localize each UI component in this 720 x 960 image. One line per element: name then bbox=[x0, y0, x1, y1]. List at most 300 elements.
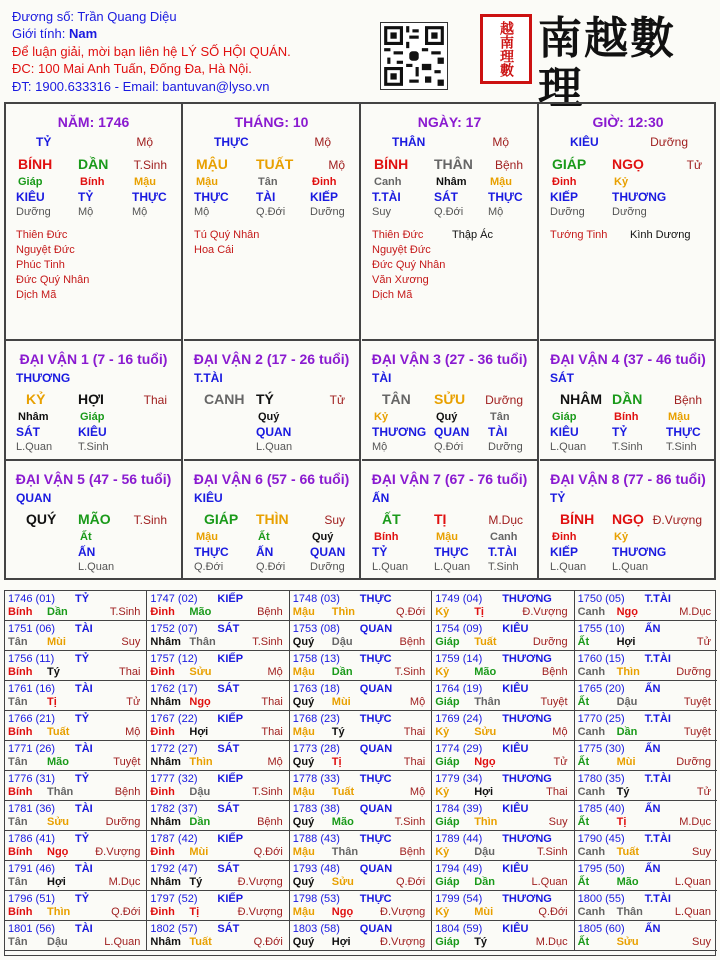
year-stage: Bệnh bbox=[541, 666, 568, 678]
year-branch: Thân bbox=[474, 696, 501, 708]
year-cell bbox=[5, 591, 147, 621]
year-label: 1790 (45) bbox=[577, 833, 625, 845]
year-stage: Suy bbox=[692, 936, 711, 948]
year-cell bbox=[432, 891, 574, 921]
hidden-stage: L.Quan bbox=[550, 441, 587, 453]
year-stem: Quý bbox=[292, 756, 315, 768]
pillar-god: THỰC bbox=[214, 135, 249, 149]
seal-text: 越南理數 bbox=[498, 21, 514, 77]
year-stem: Canh bbox=[577, 786, 606, 798]
owner-name: Đương số: Trần Quang Diệu bbox=[12, 9, 177, 24]
hidden-stem: Canh bbox=[374, 176, 402, 188]
year-god: TỶ bbox=[75, 893, 90, 905]
hidden-god: THƯƠNG bbox=[372, 425, 427, 439]
year-label: 1779 (34) bbox=[435, 773, 483, 785]
year-stage: Tuyệt bbox=[540, 696, 568, 708]
hidden-stem: Đinh bbox=[312, 176, 337, 188]
hidden-god: KIÊU bbox=[550, 425, 579, 439]
hidden-stem: Đinh bbox=[552, 176, 577, 188]
year-label: 1773 (28) bbox=[292, 743, 340, 755]
year-cell bbox=[147, 771, 289, 801]
year-god: TÀI bbox=[75, 803, 93, 815]
hidden-stage: L.Quan bbox=[434, 561, 471, 573]
year-label: 1748 (03) bbox=[292, 593, 340, 605]
year-god: QUAN bbox=[359, 683, 393, 695]
year-branch: Dần bbox=[189, 816, 211, 828]
year-god: TÀI bbox=[75, 863, 93, 875]
year-stem: Bính bbox=[8, 786, 33, 798]
year-branch: Thân bbox=[616, 906, 643, 918]
year-stage: Thai bbox=[118, 666, 141, 678]
year-cell bbox=[290, 861, 432, 891]
year-label: 1797 (52) bbox=[150, 893, 198, 905]
year-stage: Đ.Vượng bbox=[237, 906, 283, 918]
year-label: 1775 (30) bbox=[577, 743, 625, 755]
annual-luck-table bbox=[4, 590, 716, 956]
hidden-stem: Bính bbox=[80, 176, 105, 188]
year-god: KIẾP bbox=[217, 593, 244, 605]
year-stage: Bệnh bbox=[257, 606, 283, 618]
luck-branch: DẦN bbox=[612, 391, 643, 407]
hidden-stage: Suy bbox=[372, 206, 391, 218]
year-stem: Giáp bbox=[435, 816, 460, 828]
luck-branch: THÌN bbox=[256, 511, 289, 527]
luck-stem: GIÁP bbox=[204, 511, 239, 527]
pillar-stage: Mộ bbox=[136, 135, 153, 149]
year-god: THƯƠNG bbox=[502, 713, 552, 725]
hidden-god: ẤN bbox=[256, 545, 274, 559]
year-stage: T.Sinh bbox=[109, 606, 141, 618]
year-stage: Bệnh bbox=[257, 816, 283, 828]
year-branch: Tý bbox=[189, 876, 203, 888]
year-stage: Tuyệt bbox=[113, 756, 141, 768]
hidden-stem: Mậu bbox=[196, 176, 218, 188]
year-god: T.TÀI bbox=[644, 653, 671, 665]
year-stem: Giáp bbox=[435, 636, 460, 648]
hidden-god: KIẾP bbox=[310, 190, 339, 204]
pillar-title: GIỜ: 12:30 bbox=[592, 114, 664, 130]
star: Hoa Cái bbox=[194, 244, 234, 256]
year-label: 1766 (21) bbox=[8, 713, 56, 725]
year-label: 1756 (11) bbox=[8, 653, 55, 665]
pillar-stem: BÍNH bbox=[374, 156, 409, 172]
pillar-stem: MẬU bbox=[196, 156, 228, 172]
pillar-title: NGÀY: 17 bbox=[417, 114, 482, 130]
year-stage: Thai bbox=[261, 726, 283, 738]
year-label: 1754 (09) bbox=[435, 623, 483, 635]
contact-note: Để luận giải, mời bạn liên hệ LÝ SỐ HỘI QUÁN. bbox=[12, 43, 291, 59]
hidden-god: THỰC bbox=[194, 190, 229, 204]
hidden-stage: Mộ bbox=[194, 206, 210, 218]
hidden-god: ẤN bbox=[78, 545, 96, 559]
year-label: 1757 (12) bbox=[150, 653, 198, 665]
star: Nguyệt Đức bbox=[16, 244, 75, 256]
year-cell bbox=[147, 891, 289, 921]
red-seal bbox=[480, 14, 532, 84]
year-stage: Thai bbox=[546, 786, 568, 798]
year-cell bbox=[432, 621, 574, 651]
year-god: SÁT bbox=[217, 743, 240, 755]
year-label: 1776 (31) bbox=[8, 773, 56, 785]
header bbox=[0, 0, 720, 114]
year-stem: Đinh bbox=[150, 846, 175, 858]
stars-list bbox=[194, 228, 259, 258]
pillar-title: NĂM: 1746 bbox=[57, 114, 130, 130]
year-cell bbox=[5, 651, 147, 681]
luck-title: ĐẠI VẬN 8 (77 - 86 tuổi) bbox=[550, 471, 706, 487]
year-stage: M.Dục bbox=[679, 816, 711, 828]
year-cell bbox=[290, 621, 432, 651]
year-stem: Kỷ bbox=[435, 786, 450, 798]
year-branch: Tuất bbox=[47, 726, 70, 738]
year-god: THỰC bbox=[359, 653, 392, 665]
year-cell bbox=[147, 591, 289, 621]
hidden-stage: Q.Đới bbox=[434, 206, 464, 218]
stage-label: T.Sinh bbox=[133, 158, 167, 172]
hidden-stem: Giáp bbox=[18, 176, 43, 188]
year-stem: Ất bbox=[577, 696, 590, 708]
year-branch: Sửu bbox=[474, 726, 497, 738]
year-stem: Ất bbox=[577, 816, 590, 828]
year-god: TỶ bbox=[75, 713, 90, 725]
year-stem: Canh bbox=[577, 906, 606, 918]
year-stem: Canh bbox=[577, 726, 606, 738]
hidden-god: SÁT bbox=[434, 190, 458, 204]
luck-title: ĐẠI VẬN 3 (27 - 36 tuổi) bbox=[371, 351, 528, 367]
year-god: KIẾP bbox=[217, 773, 244, 785]
hidden-god: THỰC bbox=[132, 190, 167, 204]
year-stem: Mậu bbox=[292, 606, 315, 618]
year-branch: Sửu bbox=[189, 666, 212, 678]
year-god: ẤN bbox=[644, 923, 661, 935]
pillar-branch: NGỌ bbox=[612, 156, 644, 172]
luck-title: ĐẠI VẬN 6 (57 - 66 tuổi) bbox=[193, 471, 350, 487]
gender-value: Nam bbox=[68, 26, 98, 42]
year-label: 1760 (15) bbox=[577, 653, 625, 665]
hidden-stem: Ất bbox=[258, 531, 270, 543]
hidden-god: KIÊU bbox=[78, 425, 107, 439]
year-stem: Mậu bbox=[292, 666, 315, 678]
year-god: THỰC bbox=[359, 773, 392, 785]
year-branch: Tị bbox=[616, 816, 627, 828]
year-god: TÀI bbox=[75, 683, 93, 695]
year-cell bbox=[575, 591, 717, 621]
year-branch: Mão bbox=[616, 876, 639, 888]
luck-branch: MÃO bbox=[78, 511, 111, 527]
luck-god: TỶ bbox=[550, 491, 566, 505]
year-stage: T.Sinh bbox=[394, 666, 426, 678]
year-stem: Ất bbox=[577, 756, 590, 768]
year-cell bbox=[432, 771, 574, 801]
year-stage: T.Sinh bbox=[252, 636, 283, 648]
year-stem: Ất bbox=[577, 936, 590, 948]
hidden-stage: Q.Đới bbox=[256, 206, 286, 218]
year-god: THƯƠNG bbox=[502, 893, 552, 905]
pillar-branch: TUẤT bbox=[256, 156, 294, 172]
luck-cell bbox=[362, 461, 539, 578]
stars-list bbox=[16, 228, 89, 303]
year-cell bbox=[432, 861, 574, 891]
year-label: 1747 (02) bbox=[150, 593, 198, 605]
year-god: KIÊU bbox=[502, 683, 529, 695]
year-stem: Tân bbox=[8, 936, 28, 948]
year-branch: Tị bbox=[189, 906, 200, 918]
year-god: TÀI bbox=[75, 923, 93, 935]
year-god: QUAN bbox=[359, 803, 393, 815]
pillar-cell bbox=[362, 104, 539, 341]
phone-email: ĐT: 1900.633316 - Email: bantuvan@lyso.vn bbox=[12, 78, 270, 94]
hidden-stem: Bính bbox=[374, 531, 399, 543]
year-cell bbox=[5, 771, 147, 801]
hidden-stem: Mậu bbox=[196, 531, 218, 543]
star: Tú Quý Nhân bbox=[194, 229, 260, 241]
year-stage: Mộ bbox=[125, 726, 141, 738]
year-cell bbox=[290, 921, 432, 951]
year-branch: Ngọ bbox=[474, 756, 496, 768]
year-cell bbox=[432, 801, 574, 831]
hidden-god: THỰC bbox=[666, 425, 701, 439]
stage-label: Suy bbox=[324, 513, 345, 527]
year-label: 1761 (16) bbox=[8, 683, 56, 695]
pillar-branch: DẦN bbox=[78, 156, 109, 172]
year-stage: Dưỡng bbox=[676, 756, 711, 768]
year-stem: Tân bbox=[8, 636, 28, 648]
year-branch: Tuất bbox=[616, 846, 639, 858]
hidden-god: QUAN bbox=[256, 425, 292, 439]
year-stem: Quý bbox=[292, 816, 315, 828]
stars-list bbox=[550, 228, 607, 243]
hidden-god: TỶ bbox=[612, 425, 628, 439]
year-cell bbox=[432, 921, 574, 951]
year-cell bbox=[575, 711, 717, 741]
hidden-stem: Ất bbox=[80, 531, 92, 543]
hidden-stage: Q.Đới bbox=[434, 441, 464, 453]
year-stage: Q.Đới bbox=[111, 906, 141, 918]
year-label: 1785 (40) bbox=[577, 803, 625, 815]
year-cell bbox=[5, 891, 147, 921]
star: Nguyệt Đức bbox=[372, 244, 431, 256]
year-stage: Tử bbox=[696, 786, 711, 798]
year-branch: Tị bbox=[474, 606, 484, 618]
year-cell bbox=[432, 591, 574, 621]
year-stem: Bính bbox=[8, 666, 33, 678]
year-branch: Mão bbox=[474, 666, 497, 678]
luck-branch: HỢI bbox=[78, 391, 104, 407]
year-stage: Mộ bbox=[267, 756, 283, 768]
year-god: THƯƠNG bbox=[502, 593, 552, 605]
year-branch: Sửu bbox=[47, 816, 70, 828]
year-label: 1763 (18) bbox=[292, 683, 340, 695]
pillar-cell bbox=[184, 104, 361, 341]
star: Phúc Tinh bbox=[16, 259, 65, 271]
luck-title: ĐẠI VẬN 1 (7 - 16 tuổi) bbox=[19, 351, 168, 367]
year-stage: Suy bbox=[548, 816, 568, 828]
year-stage: Thai bbox=[261, 696, 283, 708]
year-branch: Hợi bbox=[474, 786, 494, 798]
year-branch: Dậu bbox=[189, 786, 211, 798]
hidden-stem: Kỷ bbox=[614, 531, 629, 543]
hidden-god: THỰC bbox=[488, 190, 523, 204]
hidden-stage: Dưỡng bbox=[550, 206, 585, 218]
year-stage: Đ.Vượng bbox=[380, 906, 426, 918]
year-label: 1778 (33) bbox=[292, 773, 340, 785]
year-branch: Mùi bbox=[331, 696, 351, 708]
logo: 南越數理 bbox=[538, 13, 676, 114]
stars-list-2 bbox=[630, 228, 690, 243]
star: Thiên Đức bbox=[372, 229, 424, 241]
year-label: 1774 (29) bbox=[435, 743, 483, 755]
year-cell bbox=[147, 681, 289, 711]
hidden-stage: Q.Đới bbox=[256, 561, 286, 573]
gender-label: Giới tính: bbox=[12, 26, 66, 42]
hidden-stage: Dưỡng bbox=[488, 441, 523, 453]
stage-label: T.Sinh bbox=[133, 513, 167, 527]
year-branch: Mùi bbox=[189, 846, 209, 858]
chart-grid bbox=[4, 102, 716, 580]
year-label: 1795 (50) bbox=[577, 863, 625, 875]
pillar-god: KIÊU bbox=[570, 135, 599, 149]
year-cell bbox=[290, 711, 432, 741]
luck-cell bbox=[540, 341, 716, 461]
year-god: THỰC bbox=[359, 893, 392, 905]
pillar-stem: BÍNH bbox=[18, 156, 53, 172]
year-stem: Mậu bbox=[292, 906, 315, 918]
year-cell bbox=[290, 591, 432, 621]
stage-label: Bệnh bbox=[494, 158, 523, 172]
year-stem: Mậu bbox=[292, 726, 315, 738]
year-god: SÁT bbox=[217, 923, 240, 935]
year-god: THƯƠNG bbox=[502, 773, 552, 785]
year-branch: Hợi bbox=[616, 636, 636, 648]
hidden-stage: L.Quan bbox=[16, 441, 53, 453]
year-cell bbox=[575, 741, 717, 771]
year-cell bbox=[432, 831, 574, 861]
year-god: QUAN bbox=[359, 863, 393, 875]
year-god: TỶ bbox=[75, 833, 90, 845]
year-stage: Tuyệt bbox=[683, 726, 711, 738]
year-stage: Đ.Vượng bbox=[237, 876, 283, 888]
year-branch: Ngọ bbox=[331, 906, 354, 918]
year-label: 1786 (41) bbox=[8, 833, 56, 845]
address: ĐC: 100 Mai Anh Tuấn, Đống Đa, Hà Nội. bbox=[12, 61, 252, 77]
year-label: 1804 (59) bbox=[435, 923, 483, 935]
hidden-stage: Mộ bbox=[78, 206, 94, 218]
year-stage: Đ.Vượng bbox=[522, 606, 568, 618]
year-branch: Dậu bbox=[331, 636, 353, 648]
year-stem: Tân bbox=[8, 816, 28, 828]
year-cell bbox=[290, 891, 432, 921]
stars-list bbox=[372, 228, 445, 303]
year-stage: Q.Đới bbox=[253, 936, 283, 948]
pillar-god: THÂN bbox=[392, 135, 426, 149]
hidden-stage: Dưỡng bbox=[16, 206, 51, 218]
year-label: 1769 (24) bbox=[435, 713, 483, 725]
luck-cell bbox=[6, 341, 183, 461]
star: Thiên Đức bbox=[16, 229, 68, 241]
year-stem: Tân bbox=[8, 696, 28, 708]
year-branch: Dần bbox=[47, 606, 68, 618]
year-label: 1753 (08) bbox=[292, 623, 340, 635]
year-branch: Sửu bbox=[331, 876, 354, 888]
year-stem: Tân bbox=[8, 876, 28, 888]
year-stem: Giáp bbox=[435, 756, 460, 768]
year-cell bbox=[575, 681, 717, 711]
year-cell bbox=[432, 681, 574, 711]
hidden-stem: Mậu bbox=[134, 176, 156, 188]
year-stem: Ất bbox=[577, 876, 590, 888]
year-god: KIẾP bbox=[217, 713, 244, 725]
year-stage: T.Sinh bbox=[394, 816, 426, 828]
hidden-stem: Kỷ bbox=[614, 176, 629, 188]
year-stem: Nhâm bbox=[150, 936, 181, 948]
year-stem: Quý bbox=[292, 876, 315, 888]
hidden-god: T.TÀI bbox=[488, 545, 517, 559]
year-stage: Bệnh bbox=[114, 786, 141, 798]
year-branch: Tý bbox=[47, 666, 60, 678]
star: Kình Dương bbox=[630, 229, 691, 241]
luck-stem: TÂN bbox=[382, 391, 411, 407]
year-stem: Giáp bbox=[435, 936, 460, 948]
stage-label: Mộ bbox=[328, 158, 345, 172]
qr-code-icon bbox=[380, 22, 448, 90]
year-branch: Thìn bbox=[189, 756, 213, 768]
stage-label: Dưỡng bbox=[485, 393, 523, 407]
year-god: THỰC bbox=[359, 713, 392, 725]
year-god: KIÊU bbox=[502, 803, 529, 815]
year-branch: Sửu bbox=[616, 936, 639, 948]
luck-branch: NGỌ bbox=[612, 511, 644, 527]
year-stem: Giáp bbox=[435, 876, 460, 888]
star: Đức Quý Nhân bbox=[16, 274, 90, 286]
year-god: KIÊU bbox=[502, 863, 529, 875]
year-cell bbox=[5, 921, 147, 951]
year-god: TÀI bbox=[75, 743, 93, 755]
year-label: 1771 (26) bbox=[8, 743, 56, 755]
hidden-stem: Nhâm bbox=[18, 411, 49, 423]
year-label: 1801 (56) bbox=[8, 923, 56, 935]
stage-label: Bệnh bbox=[673, 393, 702, 407]
year-stem: Canh bbox=[577, 666, 606, 678]
year-branch: Thìn bbox=[616, 666, 640, 678]
stage-label: Tử bbox=[329, 393, 345, 407]
year-stage: Suy bbox=[692, 846, 711, 858]
year-stage: L.Quan bbox=[531, 876, 568, 888]
year-stage: Tử bbox=[696, 636, 711, 648]
year-stage: Đ.Vượng bbox=[380, 936, 426, 948]
pillar-cell bbox=[6, 104, 183, 341]
year-stem: Nhâm bbox=[150, 816, 181, 828]
hidden-stage: T.Sinh bbox=[612, 441, 643, 453]
hidden-stem: Quý bbox=[258, 411, 280, 423]
year-god: T.TÀI bbox=[644, 713, 671, 725]
year-stem: Bính bbox=[8, 846, 33, 858]
hidden-god: THƯƠNG bbox=[612, 190, 667, 204]
year-stage: Dưỡng bbox=[676, 666, 711, 678]
hidden-stem: Mậu bbox=[490, 176, 512, 188]
year-label: 1767 (22) bbox=[150, 713, 198, 725]
year-stem: Nhâm bbox=[150, 756, 181, 768]
year-cell bbox=[575, 621, 717, 651]
hidden-god: KIÊU bbox=[16, 190, 45, 204]
year-branch: Tuất bbox=[331, 786, 355, 798]
year-label: 1794 (49) bbox=[435, 863, 483, 875]
hidden-stem: Nhâm bbox=[436, 176, 467, 188]
hidden-stage: Dưỡng bbox=[310, 206, 345, 218]
year-branch: Dần bbox=[331, 666, 353, 678]
year-stem: Canh bbox=[577, 606, 606, 618]
year-cell bbox=[575, 801, 717, 831]
year-stem: Nhâm bbox=[150, 696, 181, 708]
